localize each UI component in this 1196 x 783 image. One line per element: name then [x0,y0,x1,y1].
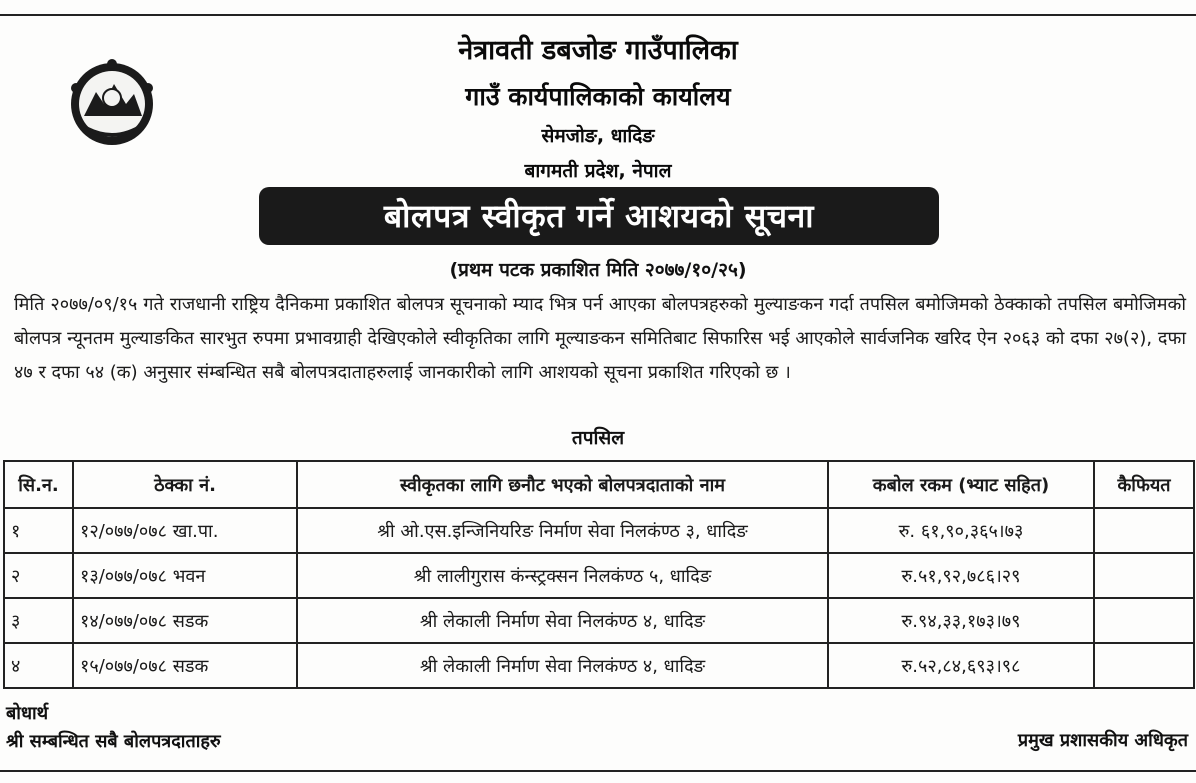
cell-bidder: श्री ओ.एस.इन्जिनियरिङ निर्माण सेवा निलकंण्ठ ३, धादिङ [297,508,828,553]
notice-title: बोलपत्र स्वीकृत गर्ने आशयको सूचना [259,187,939,245]
top-divider [0,14,1196,16]
cell-contract-no: १५/०७७/०७८ सडक [73,643,297,688]
bottom-divider [0,770,1196,772]
cell-amount: रु.५२,८४,६९३।९८ [828,643,1094,688]
cell-bidder: श्री लेकाली निर्माण सेवा निलकंण्ठ ४, धादिङ [297,598,828,643]
header-remarks: कैफियत [1094,461,1194,508]
cell-remarks [1094,508,1194,553]
office-location: सेमजोङ, धादिङ [541,125,655,147]
header-contract-no: ठेक्का नं. [73,461,297,508]
recipients-label: श्री सम्बन्धित सबै बोलपत्रदाताहरु [6,731,221,752]
province-name: बागमती प्रदेश, नेपाल [524,160,672,182]
cell-remarks [1094,643,1194,688]
header-amount: कबोल रकम (भ्याट सहित) [828,461,1094,508]
table-row [4,598,1194,643]
footer-recipients-block [6,700,221,756]
notice-body: मिति २०७७/०९/१५ गते राजधानी राष्ट्रिय दैनिकमा प्रकाशित बोलपत्र सूचनाको म्याद भित्र पर्न आएका बोलपत्रहरुको मुल्याङकन गर्दा तपसिल बमोजिमको ठेक्काको तपसिल बमोजिमको बोलपत्र न्यूनतम मुल्याङकित सारभुत रुपमा प्रभावग्राही देखिएकोले स्वीकृतिका लागि मूल्याङकन समितिबाट सिफारिस भई आएकोले सार्वजनिक खरिद ऐन २०६३ को दफा २७(२), दफा ४७ र दफा ५४ (क) अनुसार संम्बन्धित सबै बोलपत्रदाताहरुलाई जानकारीको लागि आशयको सूचना प्रकाशित गरिएको छ । [14,294,1186,383]
cell-sn: ४ [4,643,73,688]
signatory-title: प्रमुख प्रशासकीय अधिकृत [1017,730,1188,751]
bodharth-label: बोधार्थ [6,703,49,724]
cell-remarks [1094,553,1194,598]
cell-amount: रु.९४,३३,१७३।७९ [828,598,1094,643]
office-name: गाउँ कार्यपालिकाको कार्यालय [465,82,731,111]
cell-sn: ३ [4,598,73,643]
cell-bidder: श्री लेकाली निर्माण सेवा निलकंण्ठ ४, धादिङ [297,643,828,688]
header-sn: सि.न. [4,461,73,508]
table-header-row [4,461,1194,508]
schedule-heading: तपसिल [571,427,625,449]
cell-contract-no: १२/०७७/०७८ खा.पा. [73,508,297,553]
cell-amount: रु.५१,९२,७८६।२९ [828,553,1094,598]
cell-contract-no: १३/०७७/०७८ भवन [73,553,297,598]
cell-sn: २ [4,553,73,598]
cell-remarks [1094,598,1194,643]
table-row [4,508,1194,553]
first-published-date: (प्रथम पटक प्रकाशित मिति २०७७/१०/२५) [449,259,747,281]
table-row [4,553,1194,598]
cell-amount: रु. ६१,९०,३६५।७३ [828,508,1094,553]
cell-bidder: श्री लालीगुरास कंन्स्ट्रक्सन निलकंण्ठ ५, धादिङ [297,553,828,598]
cell-sn: १ [4,508,73,553]
header-bidder: स्वीकृतका लागि छनौट भएको बोलपत्रदाताको नाम [297,461,828,508]
cell-contract-no: १४/०७७/०७८ सडक [73,598,297,643]
municipality-name: नेत्रावती डबजोङ गाउँपालिका [458,35,738,66]
bid-table [3,460,1195,689]
table-row [4,643,1194,688]
